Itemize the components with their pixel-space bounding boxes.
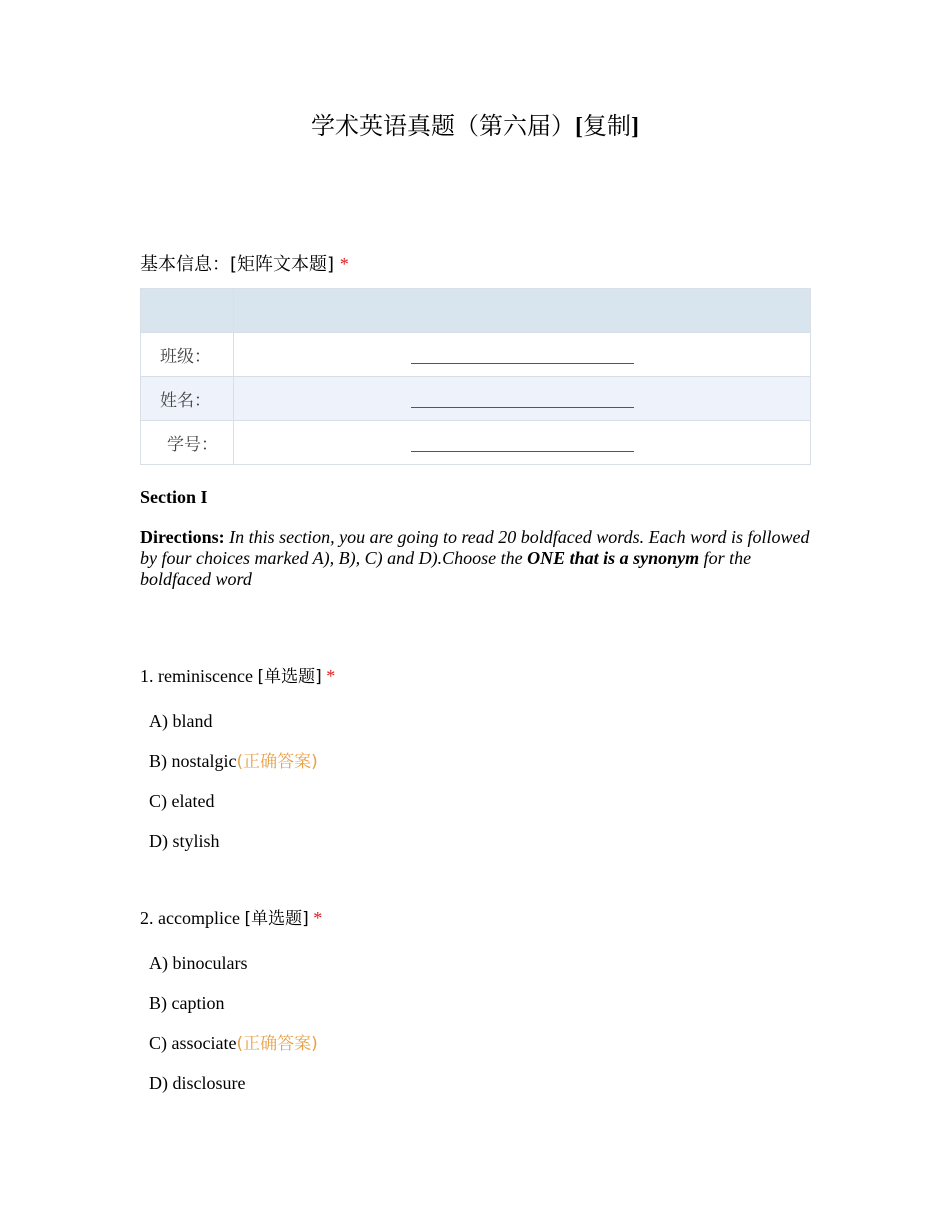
correct-answer-label: (正确答案): [236, 752, 318, 772]
document-title: [0, 108, 950, 145]
option-text: B) nostalgic: [149, 751, 237, 771]
option-item[interactable]: [149, 1071, 245, 1095]
option-item[interactable]: [149, 951, 247, 975]
question-number: 2.: [140, 908, 154, 928]
question-title: [140, 906, 322, 931]
section-directions: [140, 527, 812, 590]
option-item[interactable]: [149, 1031, 318, 1056]
basic-info-label-text: 基本信息：[矩阵文本题]: [140, 254, 335, 275]
table-row: [141, 377, 811, 421]
blank-line: [411, 345, 634, 364]
directions-lead: Directions:: [140, 527, 225, 547]
option-item[interactable]: [149, 789, 214, 813]
option-text: A) bland: [149, 711, 213, 731]
directions-emphasis: ONE that is a synonym: [527, 548, 700, 568]
option-text: B) caption: [149, 993, 225, 1013]
correct-answer-label: (正确答案): [236, 1034, 318, 1054]
name-field[interactable]: [234, 377, 811, 421]
row-label: 班级：: [141, 333, 234, 377]
question-word: reminiscence: [158, 666, 253, 686]
question-type: [单选题]: [257, 667, 322, 687]
blank-line: [411, 433, 634, 452]
option-text: C) associate: [149, 1033, 237, 1053]
option-item[interactable]: [149, 991, 224, 1015]
class-field[interactable]: [234, 333, 811, 377]
table-header-cell: [234, 289, 811, 333]
option-text: C) elated: [149, 791, 215, 811]
directions-tail: for the boldfaced word: [140, 548, 752, 589]
basic-info-label: [140, 251, 349, 278]
table-header-row: [141, 289, 811, 333]
option-text: D) disclosure: [149, 1073, 246, 1093]
row-label: 姓名：: [141, 377, 234, 421]
table-header-cell: [141, 289, 234, 333]
option-item[interactable]: [149, 829, 220, 853]
option-item[interactable]: [149, 709, 212, 733]
title-suffix: 复制: [583, 112, 631, 140]
blank-line: [411, 389, 634, 408]
option-item[interactable]: [149, 749, 318, 774]
basic-info-table: [140, 288, 811, 465]
title-bracket-open: [: [575, 114, 583, 140]
directions-body: In this section, you are going to read 20 boldfaced words. Each word is followed by four choices marked A), B), C) and D).Choose the: [140, 527, 810, 568]
option-text: D) stylish: [149, 831, 220, 851]
question-type: [单选题]: [244, 909, 309, 929]
section-heading: Section I: [140, 487, 208, 507]
question-word: accomplice: [158, 908, 240, 928]
table-row: [141, 333, 811, 377]
table-row: [141, 421, 811, 465]
question-number: 1.: [140, 666, 154, 686]
row-label: 学号：: [141, 421, 234, 465]
required-mark: *: [313, 908, 323, 928]
student-id-field[interactable]: [234, 421, 811, 465]
question-title: [140, 664, 335, 689]
option-text: A) binoculars: [149, 953, 248, 973]
title-bracket-close: ]: [631, 114, 639, 140]
required-mark: *: [326, 666, 336, 686]
required-mark: *: [339, 254, 349, 274]
title-text: 学术英语真题（第六届）: [311, 114, 575, 140]
